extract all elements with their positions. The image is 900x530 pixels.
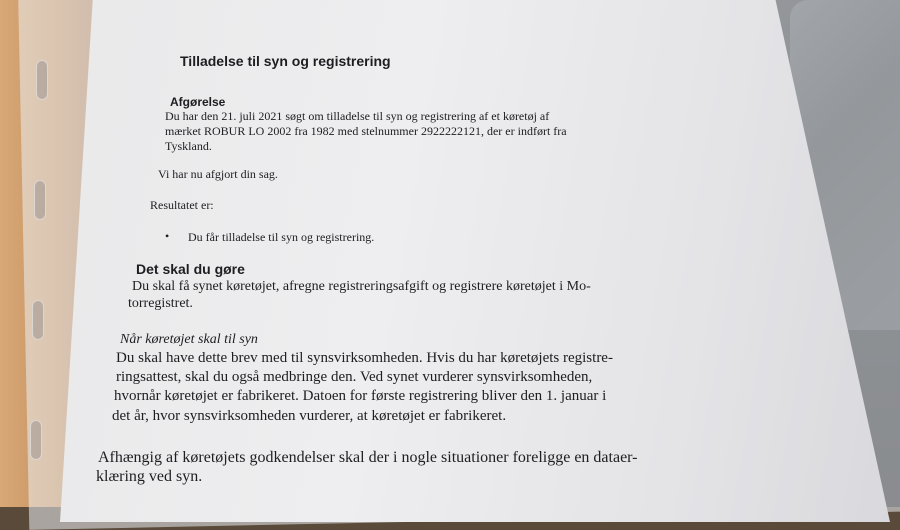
inspection-line: det år, hvor synsvirksomheden vurderer, at køretøjet er fabrikeret. bbox=[112, 408, 507, 424]
binder-hole bbox=[32, 300, 44, 340]
decision-line: Tyskland. bbox=[165, 139, 212, 153]
todo-line: torregistret. bbox=[128, 296, 193, 311]
binder-hole bbox=[34, 180, 46, 220]
decision-line: Du har den 21. juli 2021 søgt om tilladelse til syn og registrering af et køretøj af bbox=[165, 109, 550, 123]
todo-line: Du skal få synet køretøjet, afregne registreringsafgift og registrere køretøjet i Mo- bbox=[132, 279, 591, 294]
approval-line: Afhængig af køretøjets godkendelser skal der i nogle situationer foreligge en dataer- bbox=[98, 449, 638, 466]
result-label: Resultatet er: bbox=[150, 198, 214, 212]
bullet-dot-icon: • bbox=[165, 229, 170, 243]
inspection-heading: Når køretøjet skal til syn bbox=[120, 332, 258, 347]
binder-hole bbox=[36, 60, 48, 100]
todo-heading: Det skal du gøre bbox=[136, 261, 245, 277]
inspection-line: ringsattest, skal du også medbringe den. Ved synet vurderer synsvirksomheden, bbox=[116, 369, 593, 385]
result-bullet-text: Du får tilladelse til syn og registrering. bbox=[188, 230, 375, 244]
approval-line: klæring ved syn. bbox=[96, 468, 203, 485]
decision-heading: Afgørelse bbox=[170, 95, 226, 109]
binder-holes-strip bbox=[28, 0, 68, 507]
binder-hole bbox=[30, 420, 42, 460]
inspection-line: hvornår køretøjet er fabrikeret. Datoen for første registrering bliver den 1. januar i bbox=[114, 388, 607, 404]
letter-title: Tilladelse til syn og registrering bbox=[180, 53, 391, 69]
decided-text: Vi har nu afgjort din sag. bbox=[158, 167, 278, 181]
decision-line: mærket ROBUR LO 2002 fra 1982 med stelnummer 2922222121, der er indført fra bbox=[165, 124, 567, 138]
inspection-line: Du skal have dette brev med til synsvirksomheden. Hvis du har køretøjets registre- bbox=[116, 350, 613, 366]
